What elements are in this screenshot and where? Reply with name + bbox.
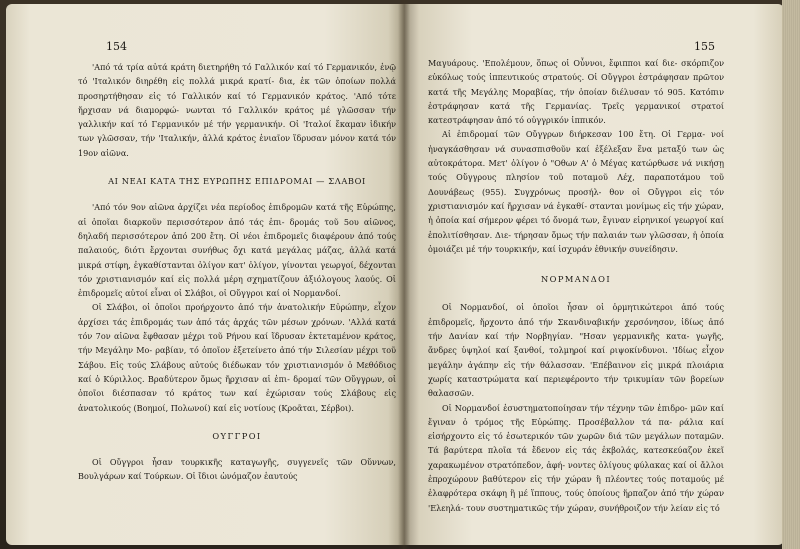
paragraph	[78, 60, 396, 160]
left-text-block	[78, 60, 396, 484]
section-heading-slavs: ΑΙ ΝΕΑΙ ΚΑΤΑ ΤΗΣ ΕΥΡΩΠΗΣ ΕΠΙΔΡΟΜΑΙ — ΣΛΑΒΟΙ	[108, 176, 366, 187]
text-line: Ρήνου καί ἵδρυσαν ἐκτεταμένον κράτος, τήν Μεγάλην Μο-	[78, 331, 396, 356]
text-line: ἐγκαθίστανται ὀλίγον κατ' ὀλίγον, γίνονται γεωργοί, δέχονται	[133, 259, 396, 270]
text-line: Λέχ, παραποτάμου τοῦ Δουνάβεως (955). Συγχρόνως προσήλ-	[428, 172, 724, 197]
text-line: νοντες ὀλίγους φύλακας καί οἱ ἄλλοι ἐπροχώρουν βαθύτερον εἰς	[428, 459, 724, 485]
text-line: ἱππικόν.	[571, 115, 606, 126]
text-line: Γερμανικόν, ἐνῷ τό 'Ιταλικόν διηρέθη εἰς πολλά μικρά κρατί-	[78, 62, 396, 87]
text-line: μέ ἵππους, τούς ὁποίους ἥρπαζον ἀπό τήν χώραν 'Ελεηλά-	[428, 488, 724, 513]
section-heading-hungarians: ΟΥΓΓΡΟΙ	[212, 430, 262, 441]
text-line: μέ τήν τουρκικήν, καί ἰσχυράν ἐθνικήν συνείδησιν.	[465, 243, 678, 254]
text-line: μεγάλων ποταμῶν. Τά βαρύτερα πλοῖα τά ἔδενον εἰς τάς	[428, 431, 724, 456]
page-number: 154	[106, 40, 127, 53]
text-line: κατώρθωσε νά νικήσῃ τούς Οὔγγρους πλησίον τοῦ ποταμοῦ	[428, 158, 724, 183]
text-line: συνήθως ὄχι κατά μεγάλας μάζας, ἀλλά κατά μικρά στίφη,	[78, 245, 396, 270]
text-line: καί τό Γερμανικόν κράτος. 'Από τότε ἤρχισαν νά διαμορφώ-	[78, 90, 396, 115]
text-line: Σάβου. Εἰς τούς Σλάβους αὐτούς διέδωκαν τόν χριστιανισμόν	[78, 359, 344, 370]
text-line: τήρησαν ὅμως τήν παλαιάν των γλῶσσαν, ἡ ὁποία ὁμοιάζει	[428, 229, 724, 254]
text-line: 'Ιδίως εἶχον μεγάλην ἀγάπην εἰς τήν θάλασσαν. 'Επέβαινον	[428, 345, 724, 370]
text-line: Νορμανδοί.	[292, 288, 341, 299]
text-line: μέσων χρόνων. 'Αλλά κατά τόν 7ον αἰῶνα ἔφθασαν μέχρι τοῦ	[78, 316, 396, 342]
left-page	[6, 4, 404, 545]
book-spine-gutter	[398, 0, 410, 549]
text-line: θον οἱ Οὔγγροι εἰς τόν χριστιανισμόν καί ἤρχισαν νά ἐγκαθί-	[428, 186, 724, 211]
text-line: δια, ἐκ τῶν ὁποίων πολλά προσηρτήθησαν εἰς τό Γαλλικόν	[78, 76, 397, 101]
text-line: τῆς Εὐρώπης, αἱ ὁποῖαι διαρκοῦν περισσότερον ἀπό τάς ἐπι-	[78, 202, 396, 227]
text-line: σκόρπιζον εὐκόλως τούς ἱππευτικούς στρατούς. Οἱ Οὔγγροι	[428, 58, 724, 83]
text-line: Οἱ Νορμανδοί ἐσυστηματοποίησαν τήν τέχνην τῶν ἐπιδρο-	[442, 402, 688, 413]
text-line: ραβίαν, τό ὁποῖον ἐξετείνετο ἀπό τήν Σιλεσίαν μέχρι τοῦ	[155, 345, 396, 356]
text-line: Οἱ Νορμανδοί, οἱ ὁποῖοι ἦσαν οἱ ὁρμητικώτεροι ἀπό τούς	[442, 302, 724, 313]
text-line: ἐκβολάς, κατεσκεύαζον ἐκεῖ χαρακωμένον στρατόπεδον, ἀφή-	[428, 445, 725, 470]
text-line: Οἱ Σλάβοι, οἱ ὁποῖοι προήρχοντο ἀπό τήν ἀνατολικήν	[92, 302, 326, 313]
text-line: τόν χριστιανισμόν καί εἰς πολλά μέρη σχηματίζουν ἀξιόλογους	[78, 273, 351, 284]
text-line: εἰς νοτίους (Κροᾶται, Σέρβοι).	[229, 402, 354, 413]
text-line: Οἱ Οὔγγροι ἦσαν τουρκικῆς καταγωγῆς, συγγενεῖς τῶν	[92, 457, 353, 468]
page-edges	[782, 0, 800, 549]
text-line: κατά τόν 19ον αἰῶνα.	[78, 133, 396, 158]
text-line: στανται μονίμως εἰς τήν χώραν, ἡ ὁποία καί σήμερον φέρει τό	[428, 200, 724, 226]
text-line: Οὔννων, Βουλγάρων καί Τούρκων. Οἱ ἴδιοι ὠνόμαζον ἑαυτούς	[78, 457, 396, 482]
text-line: 'Από τά τρία αὐτά κράτη διετηρήθη τό Γαλλικόν καί τό	[92, 62, 324, 72]
text-line: νοί ἠναγκάσθησαν νά συνασπισθοῦν καί ἐξέλεξαν ἕνα μεταξύ	[428, 129, 724, 154]
paragraph	[428, 56, 724, 127]
text-line: δρομαί τῶν Οὔγγρων, οἱ ὁποῖοι διέσπασαν τό κράτος των καί	[78, 373, 397, 399]
text-line: νωνται τό Γαλλικόν κράτος μέ γλῶσσαν τήν γαλλικήν καί τό	[78, 104, 396, 130]
text-line: Γερμανικόν μέ τήν γερμανικήν. Οἱ 'Ιταλοί ἔκαμαν ἰδικήν των	[78, 119, 396, 144]
paragraph	[428, 127, 724, 256]
text-line: ἐστράφησαν πρῶτον κατά τῆς Μεγάλης Μοραβίας, τήν ὁποίαν	[428, 72, 724, 97]
text-line: εἰς μικρά πλοιάρια χωρίς καταστρώματα καί περιεφέροντο τήν	[428, 359, 724, 384]
paragraph	[78, 200, 396, 300]
text-line: ἐπιδρομεῖς, ἤρχοντο ἀπό τήν Σκανδιναβικήν χερσόνησον, ἰδίως	[428, 316, 704, 327]
text-line: Μαγυάρους. 'Επολέμουν, ὅπως οἱ Οὖννοι, ἔφιπποι καί διε-	[428, 58, 678, 68]
text-line: Εὐρώπην, εἶχον ἀρχίσει τάς ἐπιδρομάς των ἀπό τάς ἀρχάς τῶν	[78, 302, 396, 327]
text-line: λαούς. Οἱ ἐπιδρομεῖς αὐτοί εἶναι οἱ Σλάβοι, οἱ Οὔγγροι καί οἱ	[78, 273, 396, 299]
text-line: ράλια καί εἰσήρχοντο εἰς τό ἐσωτερικόν τῶν χωρῶν διά τῶν	[428, 416, 725, 442]
paragraph	[428, 300, 724, 400]
right-text-block	[428, 56, 724, 515]
section-heading-normans: ΝΟΡΜΑΝΔΟΙ	[540, 274, 612, 285]
text-line: τουν συστηματικῶς τήν χώραν, συνήθροιζον τήν λείαν εἰς τό	[466, 502, 720, 513]
text-line: νέοι ἐπιδρομεῖς διαφέρουν ἀπό τούς παλαιούς, διότι ἔρχονται	[78, 230, 396, 256]
page-number: 155	[694, 40, 715, 53]
paragraph	[428, 401, 724, 515]
text-line: τρικυμίαν τῶν βορείων θαλασσῶν.	[428, 373, 724, 399]
text-line: ὄνομά των, ἔγιναν εἰρηνικοί γεωργοί καί ἐπολιτίσθησαν. Διε-	[428, 215, 724, 240]
right-page	[404, 4, 784, 545]
text-line: ἐχώρισαν τούς Σλάβους εἰς ἀνατολικούς (Βοημοί, Πολωνοί) καί	[78, 388, 396, 413]
paragraph	[78, 455, 396, 484]
text-line: μῶν καί ἔγιναν ὁ τρόμος τῆς Εὐρώπης. Προσέβαλλον τά πα-	[428, 402, 724, 427]
text-line: Τρεῖς γερμανικοί στρατοί κατεστράφησαν ἀπό τό οὐγγρικόν	[428, 100, 724, 126]
text-line: ὁ Μεθόδιος καί ὁ Κύριλλος. Βραδύτερον ὅμως ἤρχισαν αἱ ἐπι-	[78, 359, 396, 384]
text-line: γωγῆς, ἄνδρες ὑψηλοί καί ξανθοί, τολμηροί καί ριψοκίνδυνοι.	[428, 331, 724, 356]
text-line: 'Από τόν 9ον αἰῶνα ἀρχίζει νέα περίοδος ἐπιδρομῶν κατά	[92, 202, 337, 213]
text-line: ἀπό τήν Δανίαν καί τήν Νορβηγίαν. "Ησαν γερμανικῆς κατα-	[428, 316, 724, 342]
text-line: τήν χώραν ἢ πλέοντες τούς ποταμούς μέ ἐλαφρότερα σκάφη ἢ	[428, 474, 724, 499]
text-line: διέλυσαν τό 905. Κατόπιν ἐστράφησαν κατά τῆς Γερμανίας.	[428, 86, 724, 111]
text-line: των ὡς αὐτοκράτορα. Μετ' ὀλίγον ὁ "Οθων Α' ὁ Μέγας	[428, 143, 724, 169]
text-line: Αἱ ἐπιδρομαί τῶν Οὔγγρων διήρκεσαν 100 ἔτη. Οἱ Γερμα-	[442, 129, 706, 140]
text-line: γλῶσσαν, τήν 'Ιταλικήν, ἀλλά κράτος ἑνιαῖον ἵδρυσαν μόνον	[97, 133, 355, 144]
text-line: δρομάς τοῦ 5ου αἰῶνος, δηλαδή περισσότερον ἀπό 200 ἔτη. Οἱ	[78, 216, 396, 241]
paragraph	[78, 300, 396, 414]
